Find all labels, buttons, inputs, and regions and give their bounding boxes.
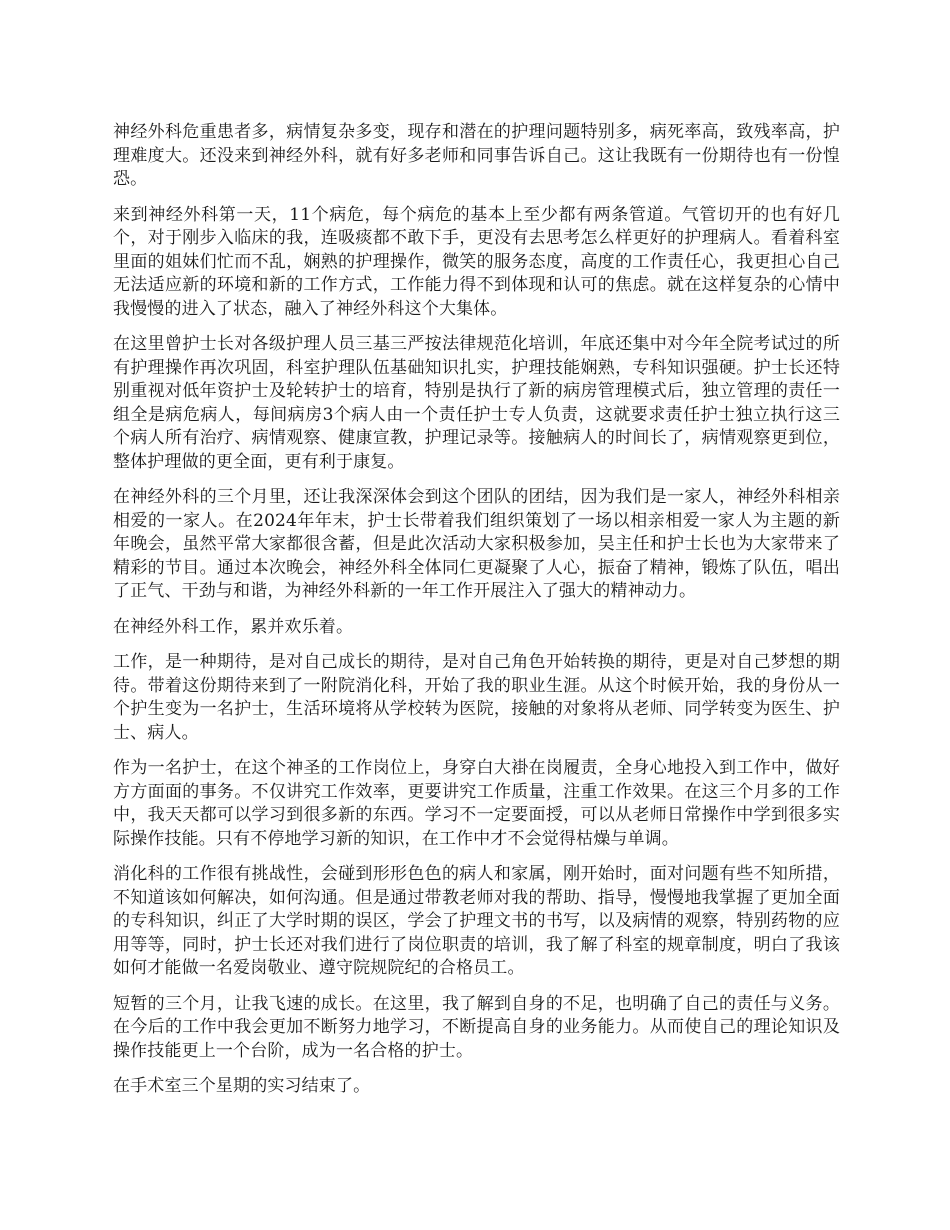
paragraph-1: 神经外科危重患者多，病情复杂多变，现存和潜在的护理问题特别多，病死率高，致残率高，护理难度大。还没来到神经外科，就有好多老师和同事告诉自己。这让我既有一份期待也有一份惶恐。 bbox=[113, 122, 840, 189]
paragraph-5: 在神经外科工作，累并欢乐着。 bbox=[113, 616, 354, 637]
document-body bbox=[113, 121, 840, 1111]
paragraph-4: 在神经外科的三个月里，还让我深深体会到这个团队的团结，因为我们是一家人，神经外科相亲相爱的一家人。在2024年年末，护士长带着我们组织策划了一场以相亲相爱一家人为主题的新年晚会，虽然平常大家都很含蓄，但是此次活动大家积极参加，吴主任和护士长也为大家带来了精彩的节目。通过本次晚会，神经外科全体同仁更凝聚了人心，振奋了精神，锻炼了队伍，唱出了正气、干劲与和谐，为神经外科新的一年工作开展注入了强大的精神动力。 bbox=[113, 487, 840, 601]
paragraph-9: 短暂的三个月，让我飞速的成长。在这里，我了解到自身的不足，也明确了自己的责任与义务。在今后的工作中我会更加不断努力地学习，不断提高自身的业务能力。从而使自己的理论知识及操作技能更上一个台阶，成为一名合格的护士。 bbox=[113, 993, 840, 1061]
paragraph-8: 消化科的工作很有挑战性，会碰到形形色色的病人和家属，刚开始时，面对问题有些不知所措，不知道该如何解决，如何沟通。但是通过带教老师对我的帮助、指导，慢慢地我掌握了更加全面的专科知识，纠正了大学时期的误区，学会了护理文书的书写，以及病情的观察，特别药物的应用等等，同时，护士长还对我们进行了岗位职责的培训，我了解了科室的规章制度，明白了我该如何才能做一名爱岗敬业、遵守院规院纪的合格员工。 bbox=[113, 864, 840, 978]
paragraph-7: 作为一名护士，在这个神圣的工作岗位上，身穿白大褂在岗履责，全身心地投入到工作中，做好方方面面的事务。不仅讲究工作效率，更要讲究工作质量，注重工作效果。在这三个月多的工作中，我天天都可以学习到很多新的东西。学习不一定要面授，可以从老师日常操作中学到很多实际操作技能。只有不停地学习新的知识，在工作中才不会觉得枯燥与单调。 bbox=[113, 758, 840, 849]
paragraph-3: 在这里曾护士长对各级护理人员三基三严按法律规范化培训，年底还集中对今年全院考试过的所有护理操作再次巩固，科室护理队伍基础知识扎实，护理技能娴熟，专科知识强硬。护士长还特别重视对低年资护士及轮转护士的培育，特别是执行了新的病房管理模式后，独立管理的责任一组全是病危病人，每间病房3个病人由一个责任护士专人负责，这就要求责任护士独立执行这三个病人所有治疗、病情观察、健康宣教，护理记录等。接触病人的时间长了，病情观察更到位，整体护理做的更全面，更有利于康复。 bbox=[113, 334, 840, 472]
paragraph-2: 来到神经外科第一天，11个病危，每个病危的基本上至少都有两条管道。气管切开的也有好几个，对于刚步入临床的我，连吸痰都不敢下手，更没有去思考怎么样更好的护理病人。看着科室里面的姐妹们忙而不乱，娴熟的护理操作，微笑的服务态度，高度的工作责任心，我更担心自己无法适应新的环境和新的工作方式，工作能力得不到体现和认可的焦虑。就在这样复杂的心情中我慢慢的进入了状态，融入了神经外科这个大集体。 bbox=[113, 204, 840, 319]
paragraph-10: 在手术室三个星期的实习结束了。 bbox=[113, 1076, 371, 1096]
paragraph-6: 工作，是一种期待，是对自己成长的期待，是对自己角色开始转换的期待，更是对自己梦想的期待。带着这份期待来到了一附院消化科，开始了我的职业生涯。从这个时候开始，我的身份从一个护生变为一名护士，生活环境将从学校转为医院，接触的对象将从老师、同学转变为医生、护士、病人。 bbox=[113, 652, 840, 743]
